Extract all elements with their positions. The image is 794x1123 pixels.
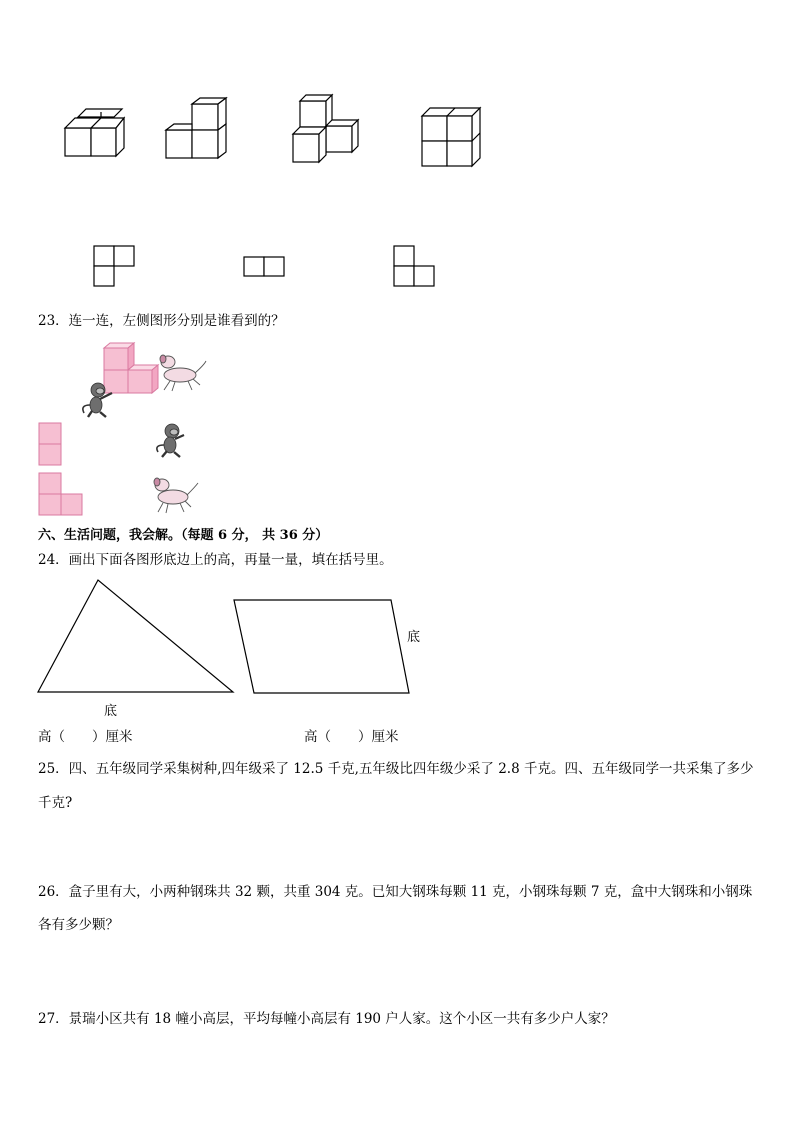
view-option-a bbox=[39, 423, 61, 465]
pink-cube-stack bbox=[104, 343, 158, 393]
cube-figure-1 bbox=[65, 109, 124, 156]
question-23: 23．连一连，左侧图形分别是谁看到的？ bbox=[38, 313, 285, 329]
dog-icon bbox=[154, 478, 198, 513]
question-27: 27．景瑞小区共有 18 幢小高层，平均每幢小高层有 190 户人家。这个小区一共有多少户人家？ bbox=[38, 1011, 615, 1027]
triangle-height-answer: 高（ ）厘米 bbox=[38, 729, 133, 745]
q23-scene bbox=[30, 335, 250, 525]
cube-figure-4 bbox=[422, 108, 480, 166]
view-option-b bbox=[39, 473, 82, 515]
question-25-line-1: 25．四、五年级同学采集树种,四年级采了 12.5 千克,五年级比四年级少采了 2.8 千克。四、五年级同学一共采集了多少 bbox=[38, 761, 754, 777]
cube-figures-row bbox=[0, 0, 794, 180]
triangle-base-label: 底 bbox=[104, 704, 118, 719]
parallelogram-height-answer: 高（ ）厘米 bbox=[304, 729, 399, 745]
monkey-icon bbox=[157, 424, 184, 457]
cube-figure-3 bbox=[293, 95, 358, 162]
question-24: 24．画出下面各图形底边上的高，再量一量，填在括号里。 bbox=[38, 552, 393, 568]
parallelogram-base-label: 底 bbox=[407, 630, 421, 645]
q24-shapes bbox=[0, 575, 794, 705]
question-26-line-1: 26．盒子里有大，小两种钢珠共 32 颗，共重 304 克。已知大钢珠每颗 11 克，小钢珠每颗 7 克，盒中大钢珠和小钢珠 bbox=[38, 884, 753, 900]
cube-figure-2 bbox=[166, 98, 226, 158]
view-shape-3 bbox=[394, 246, 434, 286]
dog-icon bbox=[160, 355, 206, 391]
parallelogram-shape bbox=[234, 600, 409, 693]
section-6-title: 六、生活问题，我会解。（每题 6 分， 共 36 分） bbox=[38, 528, 329, 543]
question-26-line-2: 各有多少颗？ bbox=[38, 917, 119, 933]
view-shape-1 bbox=[94, 246, 134, 286]
question-25-line-2: 千克? bbox=[38, 795, 73, 811]
triangle-shape bbox=[38, 580, 233, 692]
view-shape-2 bbox=[244, 257, 284, 276]
view-shapes-row bbox=[0, 240, 794, 300]
